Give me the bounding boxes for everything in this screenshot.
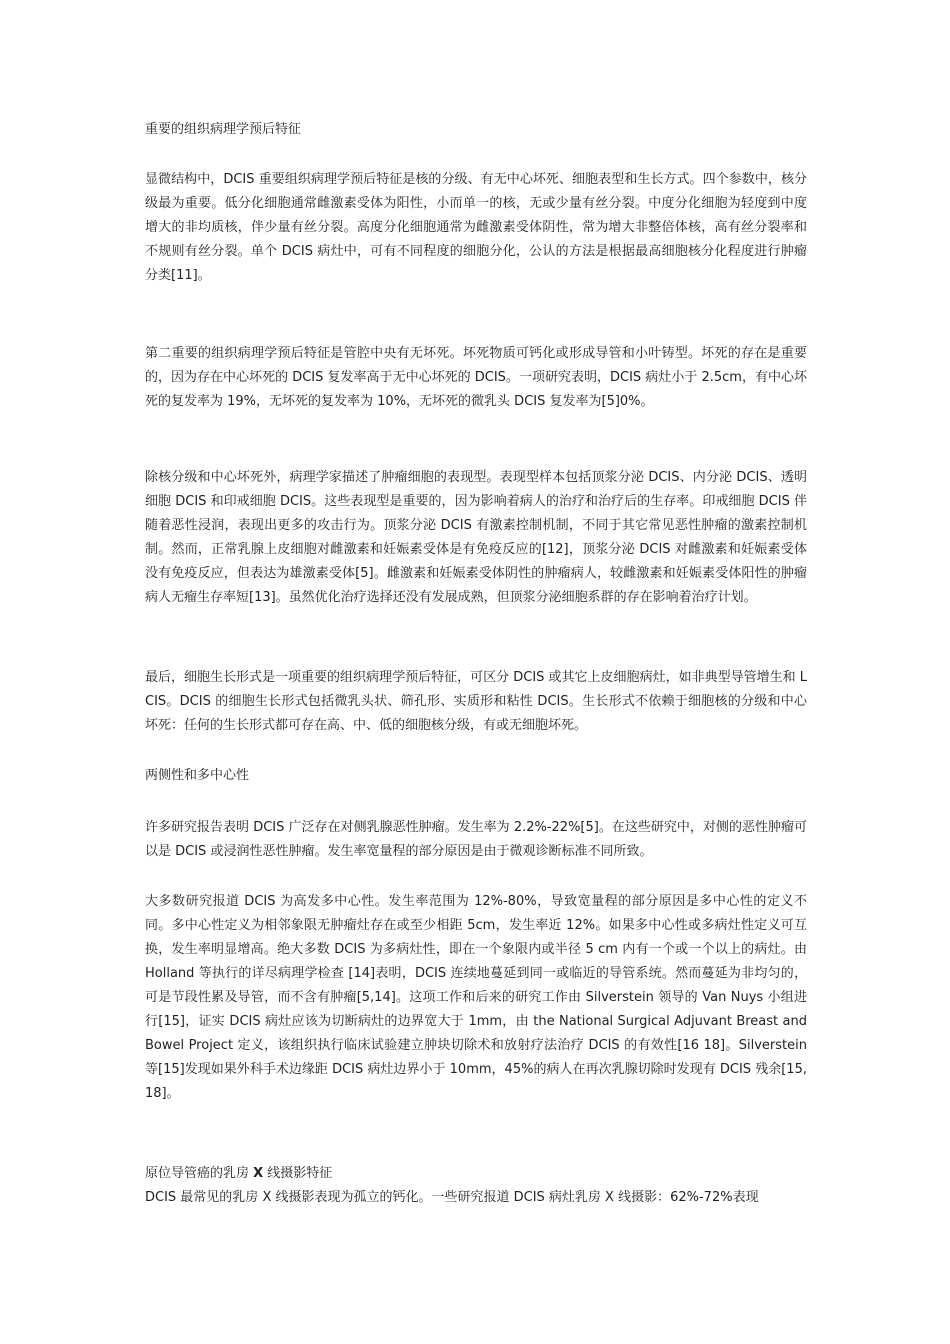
paragraph-mammography-calcification: DCIS 最常见的乳房 X 线摄影表现为孤立的钙化。一些研究报道 DCIS 病灶乳房 X 线摄影：62%-72%表现 (145, 1190, 759, 1205)
heading-mammography-prefix: 原位导管癌的乳房 (145, 1166, 254, 1181)
heading-mammography-features (145, 1164, 332, 1184)
paragraph-central-necrosis: 第二重要的组织病理学预后特征是管腔中央有无坏死。坏死物质可钙化或形成导管和小叶铸型。坏死的存在是重要的，因为存在中心坏死的 DCIS 复发率高于无中心坏死的 DCIS。一项研究表明，DCIS 病灶小于 2.5cm，有中心坏死的复发率为 19%，无坏死的复发率为 10%，无坏死的微乳头 DCIS 复发率为[5]0%。 (145, 346, 807, 409)
paragraph-multicentricity: 大多数研究报道 DCIS 为高发多中心性。发生率范围为 12%-80%，导致宽量程的部分原因是多中心性的定义不同。多中心性定义为相邻象限无肿瘤灶存在或至少相距 5cm，发生率近 12%。如果多中心性或多病灶性定义可互换，发生率明显增高。绝大多数 DCIS 为多病灶性，即在一个象限内或半径 5 cm 内有一个或一个以上的病灶。由 Holland 等执行的详尽病理学检查 [14]表明，DCIS 连续地蔓延到同一或临近的导管系统。然而蔓延为非均匀的，可是节段性累及导管，而不含有肿瘤[5,14]。这项工作和后来的研究工作由 Silverstein 领导的 Van Nuys 小组进行[15]，证实 DCIS 病灶应该为切断病灶的边界宽大于 1mm，由 the National Surgical Adjuvant Breast and Bowel Project 定义，该组织执行临床试验建立肿块切除术和放射疗法治疗 DCIS 的有效性[16 18]。Silverstein 等[15]发现如果外科手术边缘距 DCIS 病灶边界小于 10mm，45%的病人在再次乳腺切除时发现有 DCIS 残余[15,18]。 (145, 894, 807, 1101)
heading-mammography-suffix: 线摄影特征 (263, 1166, 333, 1181)
paragraph-cell-phenotype: 除核分级和中心坏死外，病理学家描述了肿瘤细胞的表现型。表现型样本包括顶浆分泌 DCIS、内分泌 DCIS、透明细胞 DCIS 和印戒细胞 DCIS。这些表现型是重要的，因为影响着病人的治疗和治疗后的生存率。印戒细胞 DCIS 伴随着恶性浸润，表现出更多的攻击行为。顶浆分泌 DCIS 有激素控制机制，不同于其它常见恶性肿瘤的激素控制机制。然而，正常乳腺上皮细胞对雌激素和妊娠素受体是有免疫反应的[12]，顶浆分泌 DCIS 对雌激素和妊娠素受体没有免疫反应，但表达为雄激素受体[5]。雌激素和妊娠素受体阴性的肿瘤病人，较雌激素和妊娠素受体阳性的肿瘤病人无瘤生存率短[13]。虽然优化治疗选择还没有发展成熟，但顶浆分泌细胞系群的存在影响着治疗计划。 (145, 470, 807, 605)
heading-mammography-bold-x: X (253, 1166, 264, 1181)
heading-histopathology-prognostic-features: 重要的组织病理学预后特征 (145, 122, 302, 137)
paragraph-growth-pattern: 最后，细胞生长形式是一项重要的组织病理学预后特征，可区分 DCIS 或其它上皮细胞病灶，如非典型导管增生和 LCIS。DCIS 的细胞生长形式包括微乳头状、筛孔形、实质形和粘性 DCIS。生长形式不依赖于细胞核的分级和中心坏死：任何的生长形式都可存在高、中、低的细胞核分级，有或无细胞坏死。 (145, 670, 807, 733)
paragraph-nuclear-grade: 显微结构中，DCIS 重要组织病理学预后特征是核的分级、有无中心坏死、细胞表型和生长方式。四个参数中，核分级最为重要。低分化细胞通常雌激素受体为阳性，小而单一的核，无或少量有丝分裂。中度分化细胞为轻度到中度增大的非均质核，伴少量有丝分裂。高度分化细胞通常为雌激素受体阴性，常为增大非整倍体核，高有丝分裂率和不规则有丝分裂。单个 DCIS 病灶中，可有不同程度的细胞分化，公认的方法是根据最高细胞核分化程度进行肿瘤分类[11]。 (145, 172, 807, 283)
heading-bilaterality-multicentricity: 两侧性和多中心性 (145, 768, 250, 783)
paragraph-contralateral: 许多研究报告表明 DCIS 广泛存在对侧乳腺恶性肿瘤。发生率为 2.2%-22%[5]。在这些研究中，对侧的恶性肿瘤可以是 DCIS 或浸润性恶性肿瘤。发生率宽量程的部分原因是由于微观诊断标准不同所致。 (145, 820, 807, 859)
